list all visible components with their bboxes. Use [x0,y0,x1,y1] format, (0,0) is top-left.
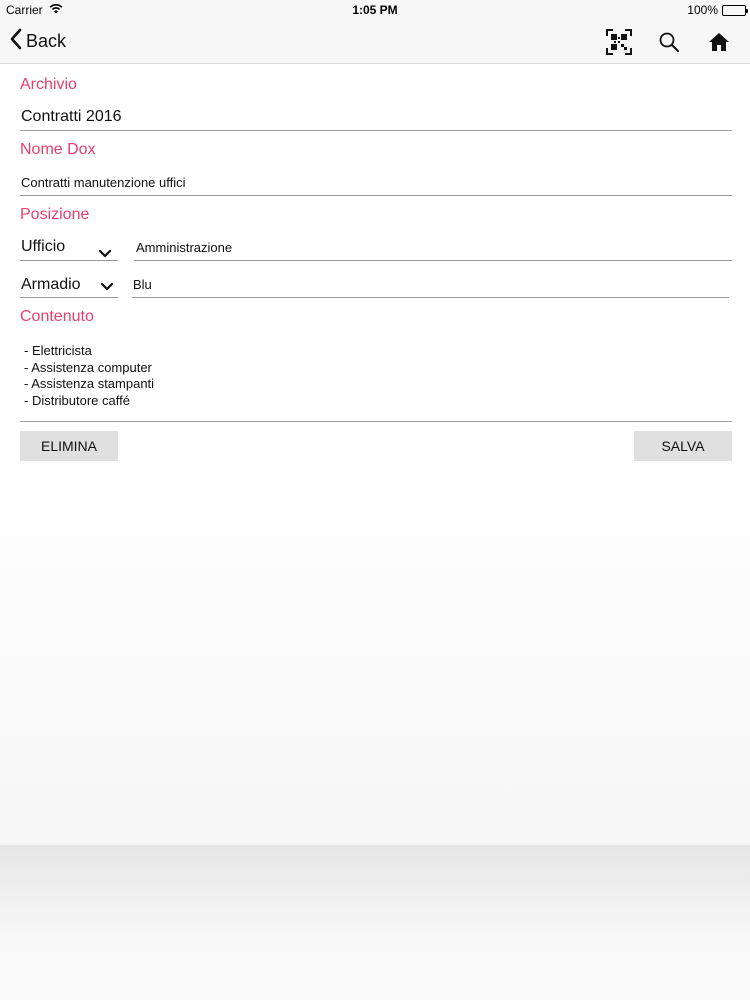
nome-dox-underline [20,195,732,196]
ufficio-select-underline [20,260,118,261]
armadio-select-underline [20,297,118,298]
battery-percent: 100% [687,3,718,17]
delete-button[interactable]: ELIMINA [20,431,118,461]
battery-info [687,3,746,17]
archivio-label: Archivio [20,76,77,93]
back-button[interactable] [10,28,66,55]
chevron-down-icon[interactable] [101,278,113,296]
ufficio-input-underline [134,260,732,261]
ufficio-select[interactable]: Ufficio [21,238,66,255]
list-item: - Distributore caffé [24,392,130,408]
keyboard-area-shade [0,845,750,1000]
archivio-value[interactable]: Contratti 2016 [21,108,122,125]
save-button[interactable]: SALVA [634,431,732,461]
background-fade [0,470,750,845]
posizione-label: Posizione [20,206,90,223]
qr-code-icon[interactable] [605,28,633,56]
back-label: Back [26,31,67,51]
nome-dox-label: Nome Dox [20,141,96,158]
armadio-input-underline [132,297,729,298]
contenuto-textarea[interactable] [24,343,154,409]
navigation-bar [0,20,750,64]
chevron-left-icon [10,28,22,55]
armadio-input[interactable]: Blu [133,277,152,292]
archivio-underline [20,130,732,131]
battery-icon [722,5,746,16]
list-item: - Elettricista [24,343,92,358]
armadio-select[interactable]: Armadio [21,276,81,293]
status-bar [0,0,750,20]
nome-dox-input[interactable]: Contratti manutenzione uffici [21,175,186,190]
list-item: - Assistenza stampanti [24,376,155,391]
clock: 1:05 PM [352,3,398,17]
search-icon[interactable] [655,28,683,56]
carrier-label: Carrier [6,3,43,17]
list-item: - Assistenza computer [24,359,152,375]
home-icon[interactable] [705,28,733,56]
contenuto-underline [20,421,732,422]
ufficio-input[interactable]: Amministrazione [136,240,233,255]
contenuto-label: Contenuto [20,308,94,325]
